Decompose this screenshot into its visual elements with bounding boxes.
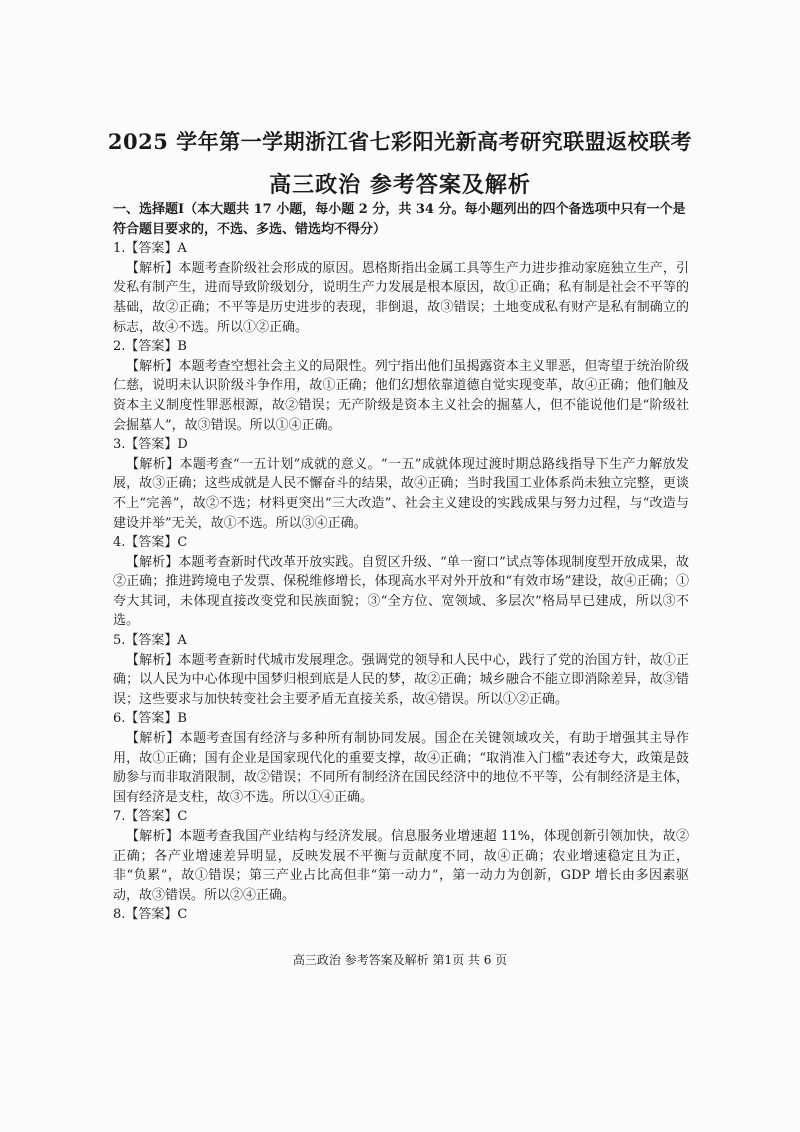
analysis-1: 【解析】本题考查阶级社会形成的原因。恩格斯指出金属工具等生产力进步推动家庭独立生产，引发私有制产生，进而导致阶级划分，说明生产力发展是根本原因，故①正确；私有制是社会不平等的基础，故②正确；不平等是历史进步的表现，非倒退，故③错误；土地变成私有财产是私有制确立的标志，故④不选。所以①②正确。 [113, 260, 689, 335]
answer-3: 3.【答案】D [113, 437, 188, 453]
analysis-6: 【解析】本题考查国有经济与多种所有制协同发展。国企在关键领域攻关，有助于增强其主导作用，故①正确；国有企业是国家现代化的重要支撑，故④正确；“取消准入门槛”表述夸大，政策是鼓励参与而非取消限制，故②错误；不同所有制经济在国民经济中的地位不平等，公有制经济是主体，国有经济是支柱，故③不选。所以①④正确。 [113, 731, 689, 805]
document-subtitle: 高三政治 参考答案及解析 [269, 172, 531, 198]
page-footer: 高三政治 参考答案及解析 第1页 共 6 页 [292, 953, 508, 967]
answer-7: 7.【答案】C [113, 809, 188, 825]
answer-6: 6.【答案】B [113, 711, 187, 727]
analysis-3: 【解析】本题考查“一五计划”成就的意义。“一五”成就体现过渡时期总路线指导下生产力解放发展，故③正确；这些成就是人民不懈奋斗的结果，故④正确；当时我国工业体系尚未独立完整，更谈不上“完善”，故②不选；材料更突出“三大改造”、社会主义建设的实践成果与努力过程，与“改造与建设并举”无关，故①不选。所以③④正确。 [113, 456, 689, 531]
analysis-2: 【解析】本题考查空想社会主义的局限性。列宁指出他们虽揭露资本主义罪恶，但寄望于统治阶级仁慈，说明未认识阶级斗争作用，故①正确；他们幻想依靠道德自觉实现变革，故④正确；他们触及资本主义制度性罪恶根源，故②错误；无产阶级是资本主义社会的掘墓人，但不能说他们是“阶级社会掘墓人”，故③错误。所以①④正确。 [113, 358, 689, 433]
answer-4: 4.【答案】C [113, 535, 188, 551]
analysis-4: 【解析】本题考查新时代改革开放实践。自贸区升级、“单一窗口”试点等体现制度型开放成果，故②正确；推进跨境电子发票、保税维修增长，体现高水平对外开放和“有效市场”建设，故④正确；①夸大其词，未体现直接改变党和民族面貌；③“全方位、宽领域、多层次”格局早已建成，所以③不选。 [113, 554, 689, 629]
analysis-7: 【解析】本题考查我国产业结构与经济发展。信息服务业增速超 11%，体现创新引领加快，故②正确；各产业增速差异明显，反映发展不平衡与贡献度不同，故④正确；农业增速稳定且为正，非“负累”，故①错误；第三产业占比高但非“第一动力”，第一动力为创新，GDP 增长由多因素驱动，故③错误。所以②④正确。 [113, 829, 689, 903]
answer-content [113, 200, 689, 925]
answer-1: 1.【答案】A [113, 241, 187, 257]
answer-5: 5.【答案】A [113, 633, 187, 649]
document-title: 2025 学年第一学期浙江省七彩阳光新高考研究联盟返校联考 [107, 129, 693, 154]
answer-2: 2.【答案】B [113, 339, 187, 355]
section-heading: 一、选择题Ⅰ（本大题共 17 小题，每小题 2 分，共 34 分。每小题列出的四个备选项中只有一个是符合题目要求的，不选、多选、错选均不得分） [113, 202, 686, 237]
answer-8: 8.【答案】C [113, 907, 188, 923]
analysis-5: 【解析】本题考查新时代城市发展理念。强调党的领导和人民中心，践行了党的治国方针，故①正确；以人民为中心体现中国梦归根到底是人民的梦，故②正确；城乡融合不能立即消除差异，故③错误；这些要求与加快转变社会主要矛盾无直接关系，故④错误。所以①②正确。 [113, 652, 689, 707]
